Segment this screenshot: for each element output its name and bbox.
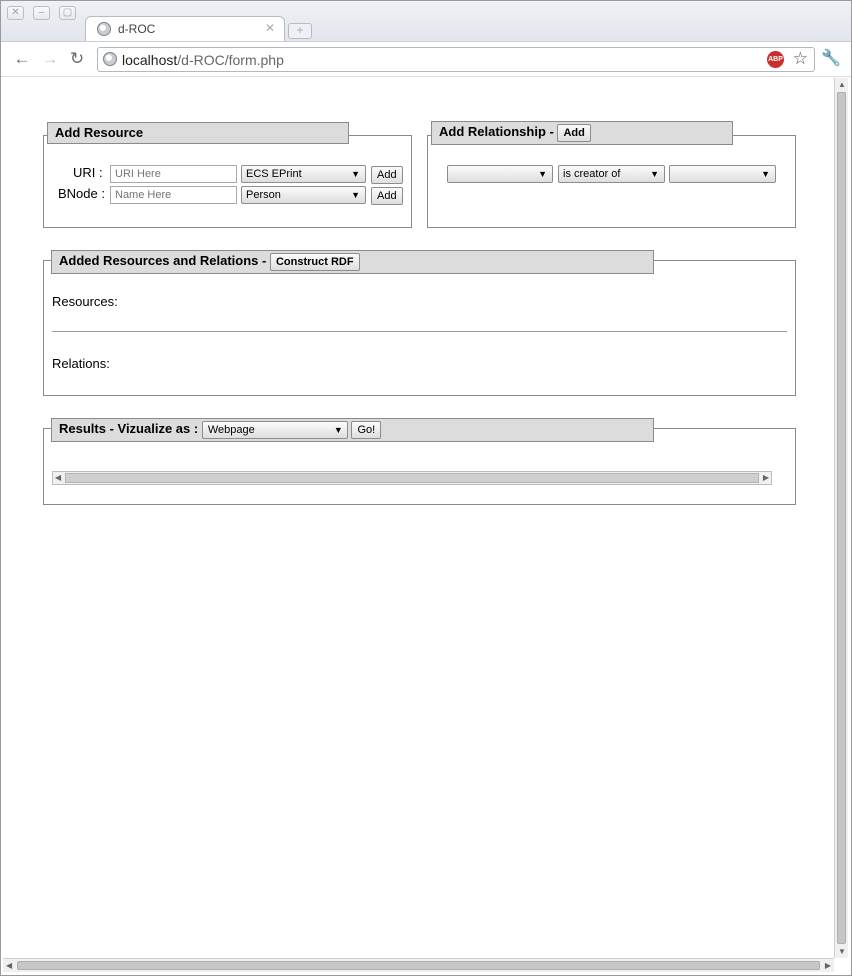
- url-text: [122, 52, 284, 68]
- added-items-legend: [51, 250, 654, 274]
- page-content: [3, 78, 834, 958]
- bnode-label: BNode :: [58, 186, 105, 201]
- tab-close-icon[interactable]: ✕: [264, 21, 275, 35]
- bnode-input[interactable]: [110, 186, 237, 204]
- scroll-down-icon[interactable]: ▼: [838, 947, 846, 956]
- horizontal-scroll-thumb[interactable]: [17, 961, 820, 970]
- added-items-panel: [43, 260, 796, 396]
- add-relationship-title: Add Relationship -: [439, 124, 554, 139]
- close-window-icon[interactable]: ✕: [7, 6, 24, 20]
- add-bnode-button[interactable]: Add: [371, 187, 403, 205]
- predicate-value: is creator of: [563, 168, 621, 180]
- add-resource-legend: [47, 122, 349, 144]
- uri-label: URI :: [73, 165, 103, 180]
- page-vertical-scrollbar[interactable]: [834, 78, 848, 958]
- vertical-scroll-thumb[interactable]: [837, 92, 846, 944]
- dropdown-arrow-icon: ▼: [351, 169, 360, 179]
- reload-icon[interactable]: ↻: [69, 49, 85, 68]
- dropdown-arrow-icon: ▼: [761, 169, 770, 179]
- dropdown-arrow-icon: ▼: [650, 169, 659, 179]
- uri-type-value: ECS EPrint: [246, 168, 302, 180]
- results-scroll-thumb[interactable]: [65, 473, 759, 483]
- results-legend: [51, 418, 654, 442]
- bookmark-star-icon[interactable]: ☆: [792, 49, 808, 68]
- scroll-left-icon[interactable]: ◀: [55, 473, 62, 482]
- wrench-menu-icon[interactable]: 🔧: [821, 50, 841, 67]
- title-bar: [1, 1, 851, 41]
- back-icon[interactable]: ←: [13, 49, 31, 68]
- add-uri-button[interactable]: Add: [371, 166, 403, 184]
- adblock-icon[interactable]: ABP: [767, 51, 784, 68]
- add-relationship-legend: [431, 121, 733, 145]
- subject-select[interactable]: [447, 165, 553, 183]
- add-relationship-button[interactable]: Add: [557, 124, 590, 142]
- address-bar[interactable]: [97, 47, 815, 72]
- add-resource-title: Add Resource: [55, 125, 144, 140]
- dropdown-arrow-icon: ▼: [538, 169, 547, 179]
- scroll-right-icon[interactable]: ▶: [824, 961, 831, 970]
- scroll-left-icon[interactable]: ◀: [6, 961, 13, 970]
- construct-rdf-button[interactable]: Construct RDF: [270, 253, 360, 271]
- relations-label: Relations:: [52, 356, 110, 371]
- scroll-up-icon[interactable]: ▲: [838, 80, 846, 89]
- globe-icon: [97, 22, 111, 36]
- uri-input[interactable]: [110, 165, 237, 183]
- added-items-title: Added Resources and Relations -: [59, 253, 267, 268]
- browser-tab[interactable]: [85, 16, 285, 42]
- page-info-icon[interactable]: [103, 52, 117, 66]
- scroll-right-icon[interactable]: ▶: [762, 473, 769, 482]
- go-button[interactable]: Go!: [351, 421, 381, 439]
- browser-toolbar: [1, 41, 851, 77]
- new-tab-button[interactable]: +: [288, 23, 312, 39]
- url-host: localhost: [122, 52, 178, 68]
- results-title: Results - Vizualize as :: [59, 421, 199, 436]
- resources-label: Resources:: [52, 294, 118, 309]
- dropdown-arrow-icon: ▼: [333, 424, 343, 435]
- page-horizontal-scrollbar[interactable]: [3, 958, 834, 972]
- bnode-type-value: Person: [246, 189, 281, 201]
- predicate-select[interactable]: [558, 165, 665, 183]
- visualize-format-value: Webpage: [207, 423, 255, 436]
- maximize-window-icon[interactable]: ▢: [59, 6, 76, 20]
- dropdown-arrow-icon: ▼: [351, 190, 360, 200]
- visualize-format-select[interactable]: [202, 421, 348, 439]
- object-select[interactable]: [669, 165, 776, 183]
- uri-type-select[interactable]: [241, 165, 366, 183]
- forward-icon[interactable]: →: [41, 49, 59, 68]
- results-horizontal-scrollbar[interactable]: [52, 471, 772, 485]
- bnode-type-select[interactable]: [241, 186, 366, 204]
- tab-title: d-ROC: [118, 22, 156, 36]
- minimize-window-icon[interactable]: –: [33, 6, 50, 20]
- divider: [52, 331, 787, 332]
- url-path: /d-ROC/form.php: [177, 52, 284, 68]
